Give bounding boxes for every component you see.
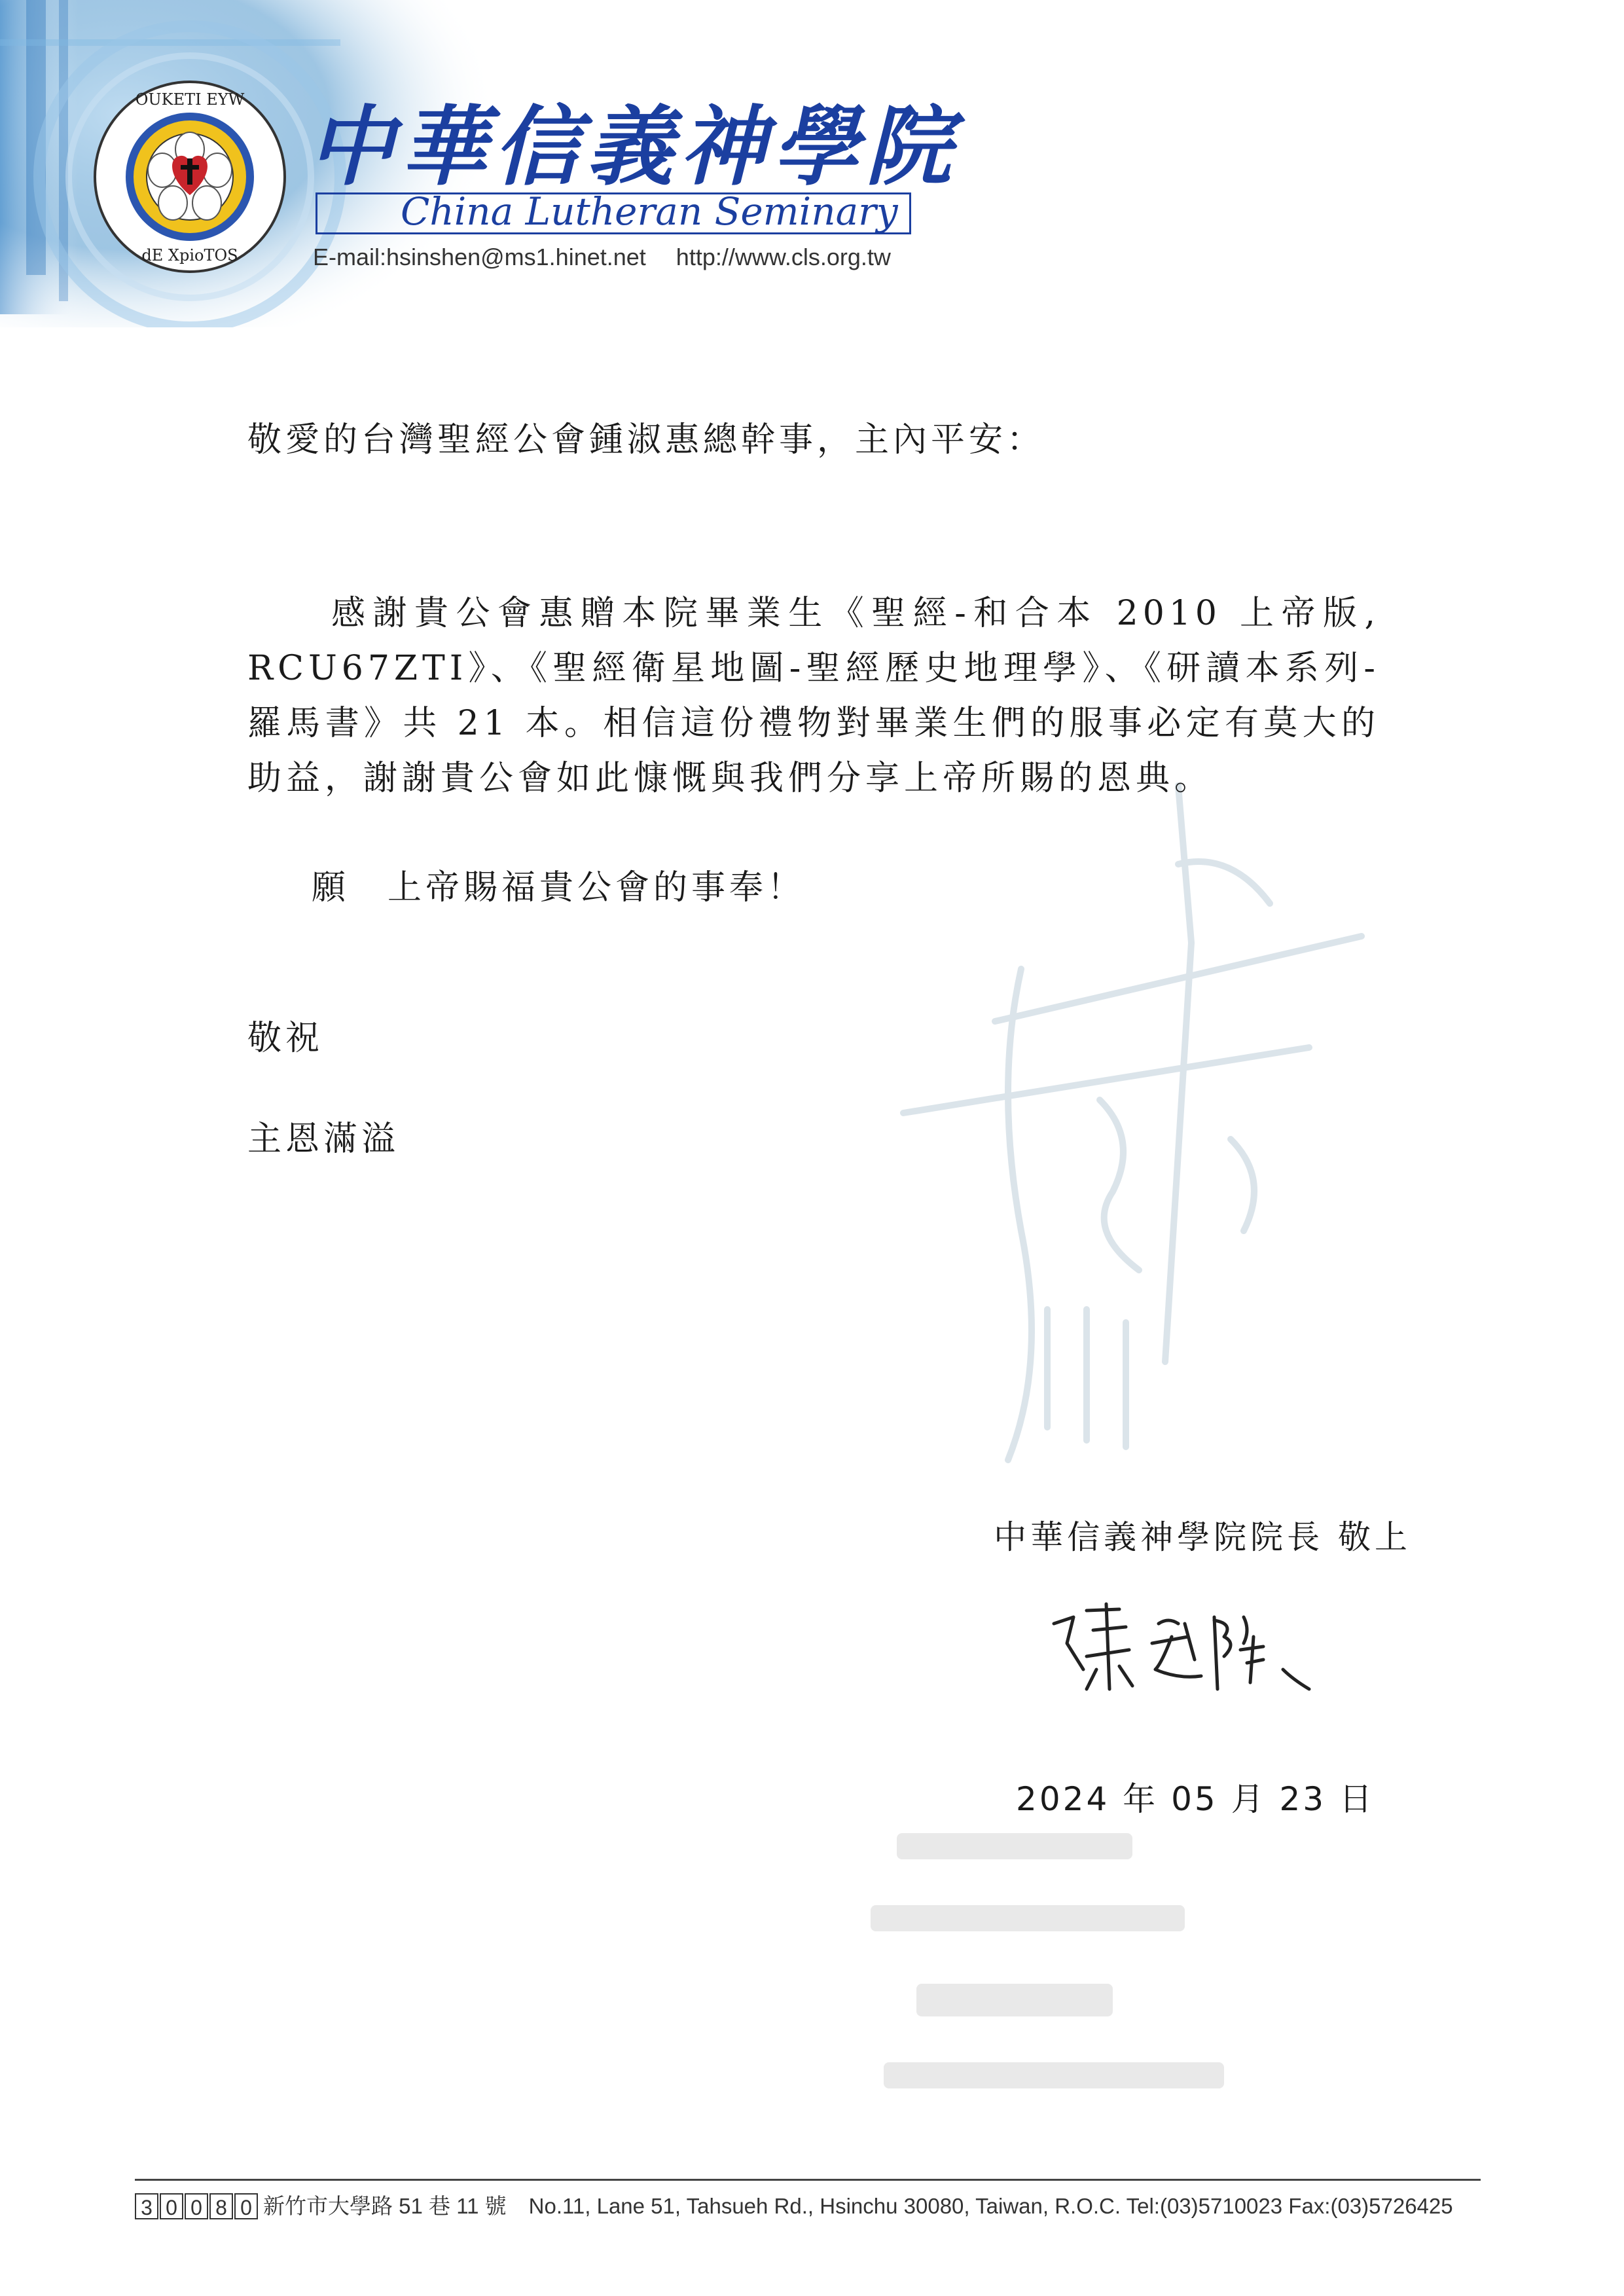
sender-title: 中華信義神學院院長 敬上 — [994, 1518, 1411, 1556]
footer-divider — [135, 2179, 1481, 2181]
address-chinese: 新竹市大學路 51 巷 11 號 — [263, 2194, 507, 2218]
svg-text:OUKETI EYW: OUKETI EYW — [135, 90, 245, 109]
postal-digit: 0 — [160, 2193, 183, 2219]
blessing-line: 願 上帝賜福貴公會的事奉！ — [312, 868, 806, 907]
email-text: E-mail:hsinshen@ms1.hinet.net — [313, 244, 646, 270]
postal-code-boxes — [135, 2193, 259, 2219]
faint-stamp-impression — [871, 1820, 1237, 2108]
seminary-seal-logo — [92, 79, 288, 275]
seminary-name-chinese: 中華信義神學院 — [308, 97, 958, 198]
postal-digit: 0 — [185, 2193, 208, 2219]
seminary-name-english: China Lutheran Seminary — [401, 189, 898, 234]
letter-body: 感謝貴公會惠贈本院畢業生《聖經-和合本 2010 上帝版, RCU67ZTI》、《聖經衛星地圖-聖經歷史地理學》、《研讀本系列-羅馬書》共 21 本。相信這份禮物對畢業生們的服事必定有莫大的助益，謝謝貴公會如此慷慨與我們分享上帝所賜的恩典。 — [247, 594, 1380, 798]
handwritten-signature — [1047, 1597, 1322, 1702]
salutation: 敬愛的台灣聖經公會鍾淑惠總幹事，主內平安： — [247, 420, 1045, 460]
postal-digit: 0 — [234, 2193, 258, 2219]
postal-digit: 8 — [209, 2193, 233, 2219]
footer-address — [135, 2187, 1490, 2226]
closing-greeting: 敬祝 — [247, 1019, 324, 1058]
address-english: No.11, Lane 51, Tahsueh Rd., Hsinchu 30080, Taiwan, R.O.C. Tel:(03)5710023 Fax:(03)5726425 — [528, 2194, 1453, 2218]
svg-text:dE XpioTOS: dE XpioTOS — [141, 246, 238, 264]
closing-wish: 主恩滿溢 — [247, 1120, 400, 1159]
postal-digit: 3 — [135, 2193, 158, 2219]
letterhead-contact — [313, 241, 967, 274]
letter-date: 2024 年 05 月 23 日 — [1016, 1780, 1375, 1818]
website-text: http://www.cls.org.tw — [676, 244, 891, 270]
